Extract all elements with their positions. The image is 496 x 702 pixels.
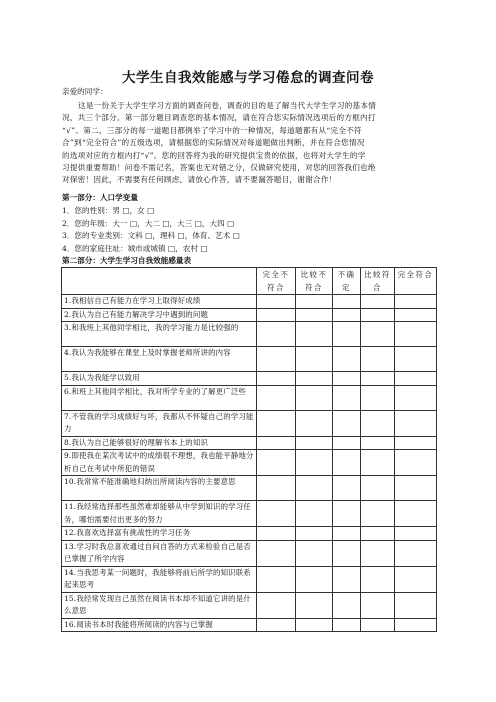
intro-line: 对保密！因此，不需要有任何顾虑，请放心作答，请不要漏答题目，谢谢合作！ [62,175,337,185]
answer-cell-option-4[interactable] [361,450,395,476]
question-text: 14.当我思考某一问题时，我能够将前后所学的知识联系起来思考 [62,566,257,592]
question-text: 8.我认为自己能够很好的理解书本上的知识 [62,436,257,450]
answer-cell-option-4[interactable] [361,385,395,410]
answer-cell-option-2[interactable] [296,372,333,386]
header-option-3: 不确定 [333,268,361,295]
demographic-item-address[interactable]: 4．您的家庭住址：城市或城镇 □，农村 □ [62,244,208,253]
answer-cell-option-3[interactable] [333,501,361,527]
answer-cell-option-4[interactable] [361,322,395,347]
intro-line: 习提供重要帮助！问卷不需记名，答案也无对错之分，仅做研究使用，对您的回答我们也绝 [62,163,376,173]
table-row [62,308,437,322]
answer-cell-option-2[interactable] [296,527,333,541]
question-text: 6.和班上其他同学相比，我对所学专业的了解更广泛些 [62,385,257,410]
answer-cell-option-4[interactable] [361,295,395,309]
answer-cell-option-2[interactable] [296,501,333,527]
answer-cell-option-1[interactable] [257,527,296,541]
section1-heading: 第一部分：人口学变量 [62,193,138,202]
answer-cell-option-3[interactable] [333,436,361,450]
document-title: 大学生自我效能感与学习倦怠的调查问卷 [122,70,374,86]
answer-cell-option-1[interactable] [257,436,296,450]
question-text: 15.我经常发现自己虽然在阅读书本却不知道它讲的是什么意思 [62,592,257,618]
table-row [62,540,437,566]
answer-cell-option-5[interactable] [395,501,437,527]
answer-cell-option-2[interactable] [296,618,333,632]
table-row [62,410,437,436]
answer-cell-option-3[interactable] [333,295,361,309]
answer-cell-option-4[interactable] [361,436,395,450]
answer-cell-option-1[interactable] [257,410,296,436]
question-text: 13.学习时我总喜欢通过自问自答的方式来检验自己是否已掌握了所学内容 [62,540,257,566]
answer-cell-option-3[interactable] [333,372,361,386]
question-text: 3.和我班上其他同学相比，我的学习能力是比较强的 [62,322,257,347]
answer-cell-option-2[interactable] [296,592,333,618]
answer-cell-option-1[interactable] [257,347,296,372]
answer-cell-option-4[interactable] [361,501,395,527]
intro-line: 合”到“完全符合”的五级选项，请根据您的实际情况对每道题做出判断，并在符合您情况 [62,138,365,148]
answer-cell-option-4[interactable] [361,618,395,632]
answer-cell-option-5[interactable] [395,436,437,450]
table-row [62,372,437,386]
answer-cell-option-2[interactable] [296,566,333,592]
answer-cell-option-2[interactable] [296,308,333,322]
answer-cell-option-3[interactable] [333,322,361,347]
intro-line: 这是一份关于大学生学习方面的调查问卷，调查的目的是了解当代大学生学习的基本情 [78,101,377,110]
answer-cell-option-1[interactable] [257,501,296,527]
answer-cell-option-1[interactable] [257,322,296,347]
question-text: 12.我喜欢选择富有挑战性的学习任务 [62,527,257,541]
question-text: 2.我认为自己有能力解决学习中遇到的问题 [62,308,257,322]
table-row [62,527,437,541]
answer-cell-option-3[interactable] [333,566,361,592]
question-text: 7.不管我的学习成绩好与坏，我都从不怀疑自己的学习能力 [62,410,257,436]
table-row [62,592,437,618]
answer-cell-option-2[interactable] [296,385,333,410]
table-row [62,347,437,372]
answer-cell-option-4[interactable] [361,566,395,592]
table-row [62,436,437,450]
answer-cell-option-2[interactable] [296,450,333,476]
answer-cell-option-3[interactable] [333,592,361,618]
answer-cell-option-1[interactable] [257,450,296,476]
demographic-item-gender[interactable]: 1．您的性别：男 □，女 □ [62,206,155,215]
table-row [62,618,437,632]
answer-cell-option-3[interactable] [333,618,361,632]
answer-cell-option-5[interactable] [395,450,437,476]
demographic-item-major[interactable]: 3．您的专业类别：文科 □，理科 □，体育、艺术 □ [62,231,240,240]
answer-cell-option-2[interactable] [296,540,333,566]
intro-paragraph [62,100,436,187]
question-text: 10.我常常不能准确地归纳出所阅读内容的主要意思 [62,476,257,501]
answer-cell-option-4[interactable] [361,308,395,322]
answer-cell-option-4[interactable] [361,347,395,372]
question-text: 11.我经常选择那些虽然难却能够从中学到知识的学习任务，哪怕需要付出更多的努力 [62,501,257,527]
answer-cell-option-1[interactable] [257,618,296,632]
answer-cell-option-2[interactable] [296,410,333,436]
answer-cell-option-4[interactable] [361,410,395,436]
answer-cell-option-2[interactable] [296,295,333,309]
answer-cell-option-3[interactable] [333,527,361,541]
question-text: 4.我认为我能够在课堂上及时掌握老师所讲的内容 [62,347,257,372]
answer-cell-option-4[interactable] [361,372,395,386]
answer-cell-option-5[interactable] [395,592,437,618]
answer-cell-option-3[interactable] [333,476,361,501]
table-row [62,566,437,592]
answer-cell-option-1[interactable] [257,295,296,309]
greeting: 亲爱的同学： [62,87,108,96]
answer-cell-option-4[interactable] [361,476,395,501]
header-option-2: 比较不符合 [296,268,333,295]
header-option-1: 完全不符合 [257,268,296,295]
answer-cell-option-3[interactable] [333,410,361,436]
answer-cell-option-3[interactable] [333,308,361,322]
table-row [62,501,437,527]
answer-cell-option-2[interactable] [296,347,333,372]
answer-cell-option-5[interactable] [395,476,437,501]
header-option-4: 比较符合 [361,268,395,295]
self-efficacy-scale-table [61,267,437,632]
header-option-5: 完全符合 [395,268,437,295]
answer-cell-option-5[interactable] [395,527,437,541]
answer-cell-option-5[interactable] [395,618,437,632]
answer-cell-option-1[interactable] [257,540,296,566]
question-text: 16.阅读书本时我能将所阅读的内容与已掌握 [62,618,257,632]
answer-cell-option-5[interactable] [395,295,437,309]
table-row [62,295,437,309]
answer-cell-option-4[interactable] [361,540,395,566]
table-row [62,322,437,347]
answer-cell-option-1[interactable] [257,476,296,501]
answer-cell-option-1[interactable] [257,372,296,386]
answer-cell-option-2[interactable] [296,322,333,347]
answer-cell-option-2[interactable] [296,436,333,450]
answer-cell-option-3[interactable] [333,540,361,566]
answer-cell-option-5[interactable] [395,372,437,386]
demographic-item-grade[interactable]: 2．您的年级：大一 □，大二 □，大三 □，大四 □ [62,219,235,228]
table-row [62,476,437,501]
answer-cell-option-3[interactable] [333,347,361,372]
header-question-cell [62,268,257,295]
answer-cell-option-2[interactable] [296,476,333,501]
answer-cell-option-5[interactable] [395,540,437,566]
answer-cell-option-5[interactable] [395,566,437,592]
intro-line: 况，共三个部分。第一部分题目调查您的基本情况，请在符合您实际情况选项后的方框内打 [62,113,376,123]
answer-cell-option-1[interactable] [257,308,296,322]
question-text: 9.即使我在某次考试中的成绩很不理想，我也能平静地分析自己在考试中所犯的错误 [62,450,257,476]
answer-cell-option-1[interactable] [257,566,296,592]
question-text: 5.我认为我能学以致用 [62,372,257,386]
answer-cell-option-5[interactable] [395,410,437,436]
question-text: 1.我相信自己有能力在学习上取得好成绩 [62,295,257,309]
answer-cell-option-1[interactable] [257,592,296,618]
section2-heading: 第二部分：大学生学习自我效能感量表 [62,256,192,265]
table-row [62,385,437,410]
answer-cell-option-4[interactable] [361,592,395,618]
answer-cell-option-5[interactable] [395,385,437,410]
table-row [62,450,437,476]
answer-cell-option-5[interactable] [395,322,437,347]
intro-line: 的选项对应的方框内打“√”。您的回答将为我的研究提供宝贵的依据，也将对大学生的学 [62,150,366,160]
answer-cell-option-1[interactable] [257,385,296,410]
answer-cell-option-3[interactable] [333,450,361,476]
answer-cell-option-5[interactable] [395,347,437,372]
intro-line: “√”。第二、三部分的每一道题目都例举了学习中的一种情况，每道题都有从“完全不符 [62,125,362,135]
answer-cell-option-4[interactable] [361,527,395,541]
answer-cell-option-5[interactable] [395,308,437,322]
answer-cell-option-3[interactable] [333,385,361,410]
